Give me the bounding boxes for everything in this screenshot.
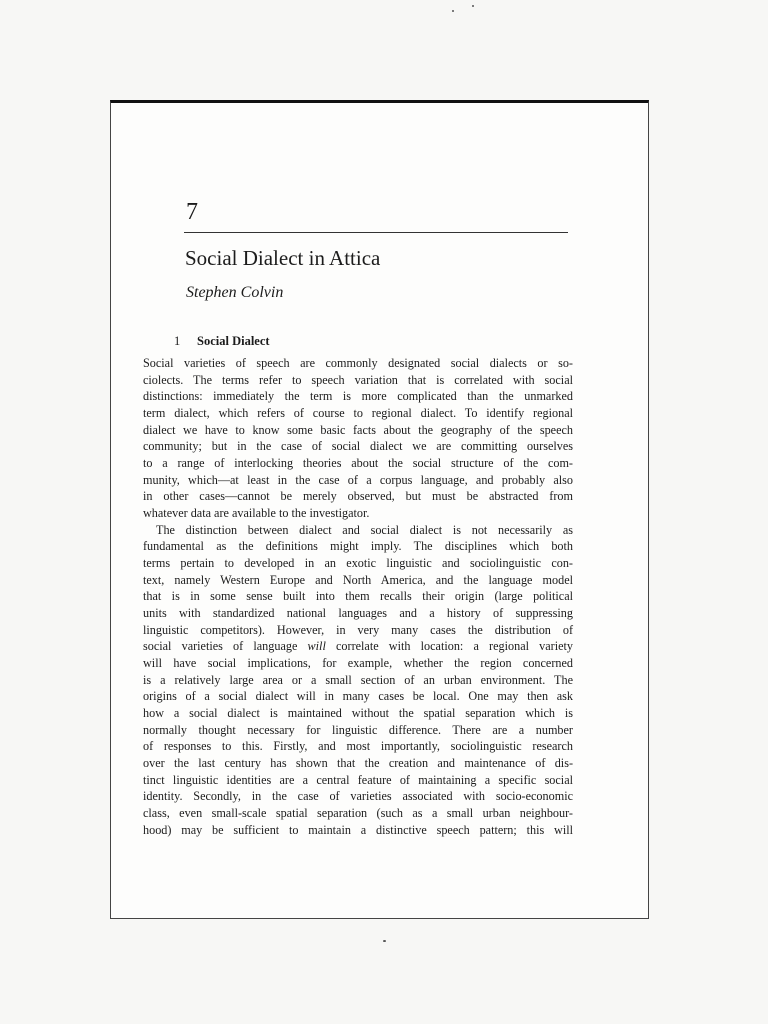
text-line: munity, which—at least in the case of a corpus language, and probably also — [143, 472, 573, 487]
section-number: 1 — [174, 334, 181, 348]
text-line: identity. Secondly, in the case of varieties associated with socio-economic — [143, 789, 573, 804]
text-line: distinctions: immediately the term is more complicated than the unmarked — [143, 389, 573, 404]
text-line: normally thought necessary for linguistic difference. There are a number — [143, 722, 573, 737]
chapter-number: 7 — [186, 199, 198, 225]
text-line: text, namely Western Europe and North America, and the language model — [143, 572, 573, 587]
text-line: Social varieties of speech are commonly designated social dialects or so- — [143, 356, 573, 370]
text-line: terms pertain to developed in an exotic linguistic and sociolinguistic con- — [143, 556, 573, 571]
text-line: over the last century has shown that the creation and maintenance of dis- — [143, 756, 573, 771]
text-line: how a social dialect is maintained without the spatial separation which is — [143, 706, 573, 721]
text-line: fundamental as the definitions might imply. The disciplines which both — [143, 539, 573, 554]
text-line: class, even small-scale spatial separation (such as a small urban neighbour- — [143, 806, 573, 821]
text-line: term dialect, which refers of course to regional dialect. To identify regional — [143, 406, 573, 421]
scan-speck — [452, 10, 454, 12]
text-segment: social varieties of language — [143, 639, 308, 654]
text-line: of responses to this. Firstly, and most importantly, sociolinguistic research — [143, 739, 573, 754]
text-line: ciolects. The terms refer to speech variation that is correlated with social — [143, 372, 573, 387]
chapter-rule — [184, 232, 568, 233]
section-title: Social Dialect — [197, 334, 270, 348]
text-line: origins of a social dialect will in many cases be local. One may then ask — [143, 689, 573, 704]
text-line: will have social implications, for example, whether the region concerned — [143, 656, 573, 671]
text-line: that is in some sense built into them recalls their origin (large political — [143, 589, 573, 604]
text-segment: correlate with location: a regional variety — [325, 639, 573, 654]
text-line: tinct linguistic identities are a central feature of maintaining a specific social — [143, 772, 573, 787]
text-line: in other cases—cannot be merely observed, but must be abstracted from — [143, 489, 573, 504]
text-line: community; but in the case of social dialect we are committing ourselves — [143, 439, 573, 454]
body-text — [143, 355, 573, 838]
chapter-title: Social Dialect in Attica — [185, 246, 381, 270]
italic-word: will — [307, 639, 326, 654]
text-line: units with standardized national languages and a history of suppressing — [143, 606, 573, 621]
scan-speck — [383, 940, 386, 942]
text-line: The distinction between dialect and social dialect is not necessarily as — [156, 522, 573, 537]
text-line — [143, 638, 573, 655]
text-line: linguistic competitors). However, in very many cases the distribution of — [143, 622, 573, 637]
book-page — [110, 100, 649, 919]
text-line: whatever data are available to the investigator. — [143, 506, 370, 521]
text-line: is a relatively large area or a small section of an urban environment. The — [143, 672, 573, 687]
author-name: Stephen Colvin — [186, 284, 284, 301]
section-heading — [174, 333, 270, 349]
text-line: dialect we have to know some basic facts about the geography of the speech — [143, 422, 573, 437]
scan-speck — [472, 5, 474, 7]
text-line: hood) may be sufficient to maintain a distinctive speech pattern; this will — [143, 822, 573, 837]
text-line: to a range of interlocking theories about the social structure of the com- — [143, 456, 573, 471]
